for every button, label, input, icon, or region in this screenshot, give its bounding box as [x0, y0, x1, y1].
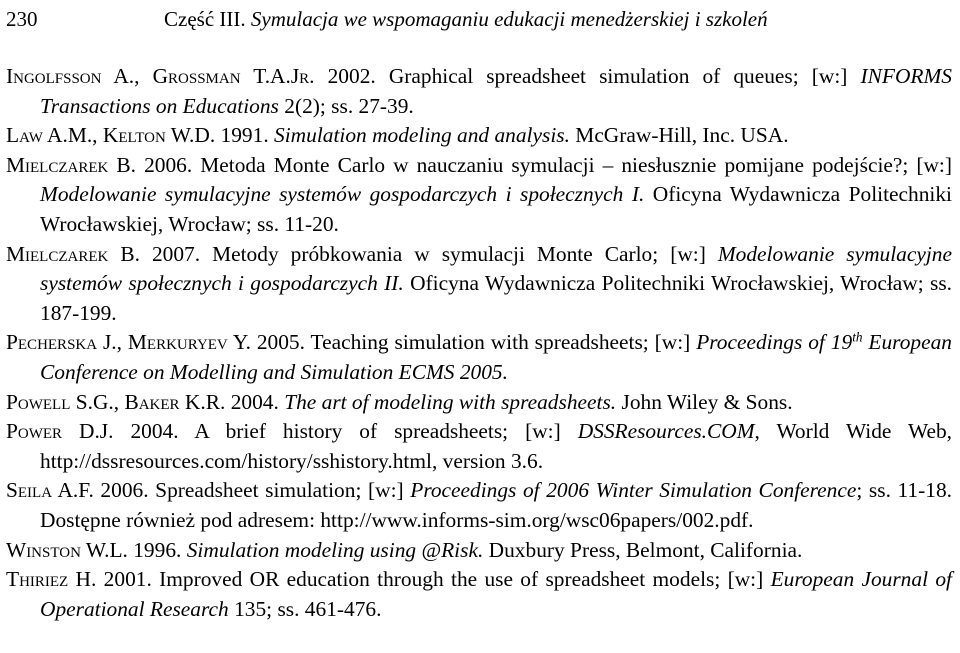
ref-year: 2005.	[256, 330, 305, 355]
reference-thiriez-2001	[6, 565, 952, 624]
ref-authors: Thiriez H.	[6, 567, 97, 592]
ref-year: 1996.	[133, 537, 182, 562]
ref-details: John Wiley & Sons.	[621, 389, 793, 414]
ref-title: A brief history of spreadsheets; [w:]	[194, 419, 561, 444]
ref-year: 2002.	[327, 64, 376, 88]
ref-authors: Power D.J.	[6, 419, 114, 444]
ref-source: INFORMS Transactions on Educations	[40, 64, 952, 118]
ref-year: 2007.	[151, 241, 201, 266]
ref-authors: Pecherska J., Merkuryev Y.	[6, 330, 251, 355]
ref-source: DSSResources.COM	[577, 419, 755, 444]
ordinal-suffix: th	[852, 330, 863, 346]
reference-power-2004	[6, 417, 952, 476]
ref-authors: Winston W.L.	[6, 537, 128, 562]
ref-source: Modelowanie symulacyjne systemów społecznych i gospodarczych II.	[40, 241, 952, 296]
ref-title: Simulation modeling using @Risk.	[186, 537, 484, 562]
ref-source: Modelowanie symulacyjne systemów gospodarczych i społecznych I.	[40, 182, 645, 207]
reference-seila-2006	[6, 476, 952, 535]
ref-details: 2(2); ss. 27-39.	[284, 93, 414, 118]
ref-year: 2004.	[130, 419, 179, 444]
running-title	[164, 2, 768, 36]
ref-source: European Journal of Operational Research	[40, 567, 952, 621]
ref-authors: Ingolfsson A., Grossman T.A.Jr.	[6, 64, 315, 88]
reference-law-1991	[6, 121, 952, 151]
ref-details: 135; ss. 461-476.	[234, 596, 382, 621]
ref-title: Teaching simulation with spreadsheets; [w:]	[310, 330, 691, 355]
ref-source: Proceedings of 2006 Winter Simulation Conference	[410, 478, 857, 503]
reference-powell-2004	[6, 388, 952, 418]
page-number: 230	[6, 7, 38, 31]
ref-title: Metoda Monte Carlo w nauczaniu symulacji – niesłusznie pomijane podejście?; [w:]	[200, 152, 953, 177]
ref-authors: Seila A.F.	[6, 478, 94, 503]
ref-details: Oficyna Wydawnicza Politechniki Wrocławskiej, Wrocław; ss. 187-199.	[40, 271, 952, 325]
ref-title: Simulation modeling and analysis.	[274, 123, 570, 148]
ref-details: Duxbury Press, Belmont, California.	[488, 537, 803, 562]
running-header	[6, 2, 954, 36]
ref-year: 1991.	[220, 123, 269, 148]
ref-year: 2006.	[100, 478, 149, 503]
ref-title: Improved OR education through the use of spreadsheet models; [w:]	[159, 567, 764, 592]
ref-source: Proceedings of 19th European Conference on Modelling and Simulation ECMS 2005.	[40, 330, 952, 384]
ref-authors: Law A.M., Kelton W.D.	[6, 123, 216, 148]
ref-details: Oficyna Wydawnicza Politechniki Wrocławskiej, Wrocław; ss. 11-20.	[40, 182, 952, 236]
ref-title: Graphical spreadsheet simulation of queues; [w:]	[388, 64, 848, 88]
reference-ingolfsson-2002	[6, 62, 952, 121]
ref-year: 2004.	[230, 389, 279, 414]
reference-mielczarek-2007	[6, 240, 952, 329]
ref-authors: Mielczarek B.	[6, 241, 140, 266]
ref-authors: Mielczarek B.	[6, 152, 137, 177]
bibliography	[6, 62, 952, 624]
part-label: Część III.	[164, 7, 246, 31]
reference-pecherska-2005	[6, 328, 952, 387]
ref-year: 2001.	[103, 567, 152, 592]
ref-details: ; ss. 11-18. Dostępne również pod adresem: http://www.informs-sim.org/wsc06papers/002.pdf.	[40, 478, 952, 532]
ref-year: 2006.	[144, 152, 193, 177]
ref-title: The art of modeling with spreadsheets.	[284, 389, 617, 414]
reference-winston-1996	[6, 536, 952, 566]
reference-mielczarek-2006	[6, 151, 952, 240]
ref-title: Metody próbkowania w symulacji Monte Carlo; [w:]	[212, 241, 706, 266]
ref-title: Spreadsheet simulation; [w:]	[155, 478, 404, 503]
chapter-title: Symulacja we wspomaganiu edukacji menedżerskiej i szkoleń	[250, 7, 768, 31]
ref-details: , World Wide Web, http://dssresources.com/history/sshistory.html, version 3.6.	[40, 419, 952, 473]
ref-details: McGraw-Hill, Inc. USA.	[575, 123, 789, 148]
ref-authors: Powell S.G., Baker K.R.	[6, 389, 226, 414]
